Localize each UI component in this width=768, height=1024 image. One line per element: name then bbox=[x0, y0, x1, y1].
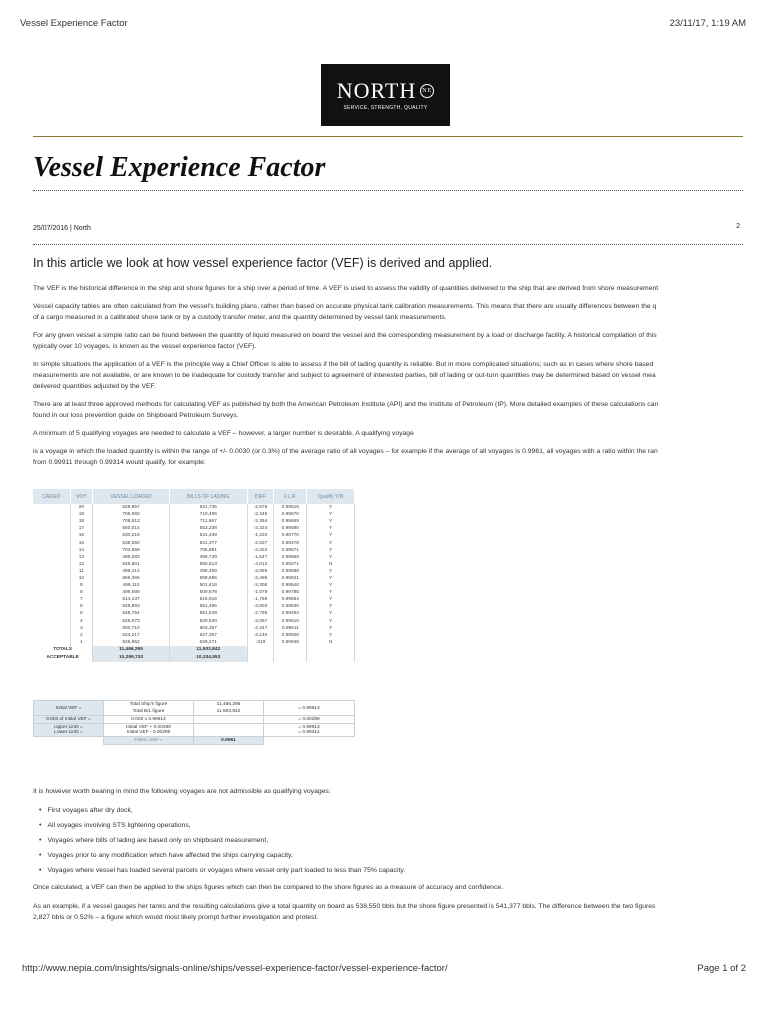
north-logo[interactable] bbox=[321, 64, 450, 126]
table-cell: -4,012 bbox=[247, 561, 273, 568]
paragraph-line: In simple situations the application of a VEF is the principle way a Chief Officer is able to assess if the bill of lading quantity is reliable. But in more complicated situations; such as in cases where shore based bbox=[33, 361, 654, 368]
table-cell: Y bbox=[307, 532, 355, 539]
initial-vef-label: Initial VEF = bbox=[34, 701, 104, 716]
bl-total: 11,503,842 bbox=[194, 708, 264, 716]
table-cell bbox=[33, 603, 70, 610]
table-cell bbox=[33, 582, 70, 589]
table-cell: Y bbox=[307, 596, 355, 603]
article-date-author: 25/07/2016 | North bbox=[33, 225, 91, 232]
column-header: V.L.R. bbox=[274, 489, 307, 504]
table-cell: 7 bbox=[70, 596, 93, 603]
table-cell bbox=[33, 568, 70, 575]
table-cell: Y bbox=[307, 504, 355, 511]
table-cell: 629,271 bbox=[169, 639, 247, 646]
table-row bbox=[33, 568, 355, 575]
table-cell: Y bbox=[307, 518, 355, 525]
table-row bbox=[33, 554, 355, 561]
table-cell bbox=[33, 504, 70, 511]
table-cell: 551,549 bbox=[169, 610, 247, 617]
logo-wordmark bbox=[337, 78, 434, 104]
body-paragraph bbox=[33, 330, 746, 352]
table-row bbox=[33, 518, 355, 525]
table-cell: 4 bbox=[70, 618, 93, 625]
paragraph-line: The VEF is the historical difference in the ship and shore figures for a ship over a period of time. A VEF is used to assess the validity of quantities delivered to the ship that are derived from shore measurement bbox=[33, 285, 659, 292]
table-cell: 0.99478 bbox=[274, 539, 307, 546]
final-vef-label: FINAL VEF = bbox=[104, 737, 194, 745]
page-number: Page 1 of 2 bbox=[697, 963, 746, 974]
column-header: VOY bbox=[70, 489, 93, 504]
table-row bbox=[33, 561, 355, 568]
table-cell: 515,916 bbox=[169, 596, 247, 603]
bullet-icon: • bbox=[39, 822, 42, 829]
table-cell: 709,513 bbox=[93, 518, 170, 525]
paragraph-line: measurements are not available, or are known to be inadequate for custody transfer and subject to agreement of interested parties, bill of lading or out-turn quantities may be determined based on vessel mea bbox=[33, 372, 656, 379]
application-paragraph: Once calculated, a VEF can then be applied to the ships figures which can then be compared to the shore figures as a measure of accuracy and confidence. bbox=[33, 884, 504, 891]
table-cell: 546,601 bbox=[93, 561, 170, 568]
table-cell: -1,220 bbox=[247, 532, 273, 539]
table-cell: Y bbox=[307, 625, 355, 632]
table-cell: 496,414 bbox=[93, 568, 170, 575]
logo-emblem-icon: NE bbox=[420, 84, 434, 98]
article-title: Vessel Experience Factor bbox=[33, 152, 326, 183]
table-cell: 603,357 bbox=[169, 625, 247, 632]
list-item-text: Voyages where bills of lading are based only on shipboard measurement, bbox=[47, 837, 269, 844]
table-cell: Y bbox=[307, 582, 355, 589]
table-cell bbox=[33, 561, 70, 568]
body-paragraph bbox=[33, 359, 746, 392]
acceptable-row-value: 10,299,733 bbox=[93, 654, 170, 662]
list-item bbox=[39, 820, 746, 831]
table-cell: 0.99540 bbox=[274, 582, 307, 589]
table-row bbox=[33, 547, 355, 554]
table-cell: Y bbox=[307, 554, 355, 561]
title-divider bbox=[33, 190, 743, 191]
table-cell: -2,827 bbox=[247, 539, 273, 546]
table-row bbox=[33, 589, 355, 596]
table-cell: Y bbox=[307, 511, 355, 518]
table-cell: 0.99949 bbox=[274, 639, 307, 646]
table-cell: 0.99493 bbox=[274, 610, 307, 617]
article-continuation bbox=[33, 786, 746, 931]
table-row bbox=[33, 525, 355, 532]
table-cell: 553,338 bbox=[169, 525, 247, 532]
table-cell: N bbox=[307, 639, 355, 646]
table-cell: 6 bbox=[70, 603, 93, 610]
acceptable-row-label: ACCEPTABLE bbox=[33, 654, 93, 662]
table-cell: 15 bbox=[70, 539, 93, 546]
table-cell bbox=[33, 532, 70, 539]
table-cell: 627,357 bbox=[169, 632, 247, 639]
column-header: VESSEL LOADED bbox=[93, 489, 170, 504]
table-cell: 0.99654 bbox=[274, 596, 307, 603]
table-cell: 548,754 bbox=[93, 610, 170, 617]
pct-result: = 0.00299 bbox=[264, 716, 355, 724]
paragraph-line: delivered quantities adjusted by the VEF. bbox=[33, 383, 156, 390]
print-header-title: Vessel Experience Factor bbox=[20, 18, 128, 29]
table-cell: Y bbox=[307, 589, 355, 596]
logo-name: NORTH bbox=[336, 78, 417, 103]
table-cell: Y bbox=[307, 575, 355, 582]
table-row bbox=[33, 603, 355, 610]
table-cell bbox=[33, 554, 70, 561]
paragraph-line: found in our loss prevention guide on Shipboard Petroleum Surveys. bbox=[33, 412, 239, 419]
table-cell: 496,729 bbox=[169, 554, 247, 561]
table-cell bbox=[33, 596, 70, 603]
acceptable-row-value: 10,334,953 bbox=[169, 654, 247, 662]
lower-limit-result: = 0.99314 bbox=[298, 730, 320, 735]
table-cell: Y bbox=[307, 603, 355, 610]
table-cell: 548,893 bbox=[93, 603, 170, 610]
example-paragraph bbox=[33, 901, 746, 923]
paragraph-line: A minimum of 5 qualifying voyages are needed to calculate a VEF – however, a larger number is desirable. A qualifying voyage bbox=[33, 430, 414, 437]
vef-calculation-table bbox=[33, 700, 355, 745]
header-rule bbox=[33, 136, 743, 137]
table-row bbox=[33, 575, 355, 582]
body-paragraph bbox=[33, 399, 746, 421]
fraction-top: Total Ship's figure bbox=[104, 701, 194, 709]
table-cell: 658,865 bbox=[169, 575, 247, 582]
body-paragraph bbox=[33, 428, 746, 439]
table-cell bbox=[33, 539, 70, 546]
table-cell: 530,219 bbox=[93, 532, 170, 539]
table-cell: 20 bbox=[70, 504, 93, 511]
table-cell: 17 bbox=[70, 525, 93, 532]
table-cell bbox=[33, 547, 70, 554]
table-cell: 551,496 bbox=[169, 603, 247, 610]
table-cell: -2,795 bbox=[247, 610, 273, 617]
table-cell: 0.99500 bbox=[274, 632, 307, 639]
table-cell: 0.99588 bbox=[274, 568, 307, 575]
table-cell: 2 bbox=[70, 632, 93, 639]
table-cell: 525,673 bbox=[93, 618, 170, 625]
table-cell: -1,547 bbox=[247, 554, 273, 561]
table-cell bbox=[33, 525, 70, 532]
list-item-text: First voyages after dry dock, bbox=[47, 807, 133, 814]
table-cell: 514,137 bbox=[93, 596, 170, 603]
table-cell: Y bbox=[307, 610, 355, 617]
table-cell: 10 bbox=[70, 575, 93, 582]
lower-limit-calc: Initial VEF - 0.00299 bbox=[126, 730, 171, 735]
body-paragraph bbox=[33, 446, 746, 468]
table-cell: -2,055 bbox=[247, 568, 273, 575]
table-cell: 624,217 bbox=[93, 632, 170, 639]
table-cell: 531,439 bbox=[169, 532, 247, 539]
table-cell: 1 bbox=[70, 639, 93, 646]
acceptable-row bbox=[33, 654, 355, 662]
table-cell: -2,496 bbox=[247, 575, 273, 582]
table-cell bbox=[33, 610, 70, 617]
list-item-text: Voyages where vessel has loaded several parcels or voyages where vessel only part loaded to less than 75% capacity. bbox=[47, 867, 406, 874]
table-row bbox=[33, 596, 355, 603]
article-url[interactable]: http://www.nepia.com/insights/signals-online/ships/vessel-experience-factor/vessel-experience-factor/ bbox=[22, 963, 448, 974]
lower-limit-label: Lower Limit = bbox=[54, 730, 83, 735]
table-cell: -1,769 bbox=[247, 596, 273, 603]
list-item bbox=[39, 850, 746, 861]
table-cell bbox=[33, 632, 70, 639]
table-cell: 13 bbox=[70, 554, 93, 561]
upper-limit-label: Upper Limit = bbox=[54, 725, 83, 730]
table-cell: Y bbox=[307, 547, 355, 554]
table-cell: -2,306 bbox=[247, 582, 273, 589]
bullet-icon: • bbox=[39, 807, 42, 814]
voyage-table-header bbox=[33, 489, 355, 504]
table-cell bbox=[33, 625, 70, 632]
paragraph-line: of a cargo measured in a calibrated shore tank or by a custody transfer meter, and the quantity determined by vessel tank measurements. bbox=[33, 314, 447, 321]
table-cell: 0.99670 bbox=[274, 511, 307, 518]
table-cell: 710,405 bbox=[169, 511, 247, 518]
pct-label: 0.003 of Initial VEF = bbox=[34, 716, 104, 724]
table-cell: -319 bbox=[247, 639, 273, 646]
table-cell: 9 bbox=[70, 582, 93, 589]
table-row bbox=[33, 532, 355, 539]
table-cell: 501,416 bbox=[169, 582, 247, 589]
table-row bbox=[33, 610, 355, 617]
totals-row-value: 11,503,842 bbox=[169, 646, 247, 654]
column-header: Qualify Y/N bbox=[307, 489, 355, 504]
table-cell: -2,354 bbox=[247, 518, 273, 525]
table-cell: 14 bbox=[70, 547, 93, 554]
pct-calc: 0.003 x 0.99613 bbox=[104, 716, 194, 724]
table-cell: 19 bbox=[70, 511, 93, 518]
table-row bbox=[33, 582, 355, 589]
table-cell: N bbox=[307, 561, 355, 568]
table-cell: 708,060 bbox=[93, 511, 170, 518]
table-cell bbox=[33, 618, 70, 625]
table-cell: 626,952 bbox=[93, 639, 170, 646]
column-header: BILLS OF LADING bbox=[169, 489, 247, 504]
table-cell: 12 bbox=[70, 561, 93, 568]
table-cell: 0.99580 bbox=[274, 525, 307, 532]
body-paragraph bbox=[33, 283, 746, 294]
table-cell: 0.99515 bbox=[274, 504, 307, 511]
fraction-bottom: Total B/L figure bbox=[104, 708, 194, 716]
paragraph-line: typically over 10 voyages, is known as the vessel experience factor (VEF). bbox=[33, 343, 257, 350]
table-cell: -2,322 bbox=[247, 547, 273, 554]
table-cell: -3,140 bbox=[247, 632, 273, 639]
example-line-1: As an example, if a vessel gauges her tanks and the resulting calculations give a total quantity on board as 538,550 bbls but the shore figure presented is 541,377 bbls. The difference between the two figures bbox=[33, 903, 656, 910]
share-count[interactable]: 2 bbox=[736, 223, 740, 230]
table-row bbox=[33, 632, 355, 639]
table-cell bbox=[33, 575, 70, 582]
column-header: DIFF bbox=[247, 489, 273, 504]
list-item-text: Voyages prior to any modification which have affected the ships carrying capacity, bbox=[47, 852, 293, 859]
table-cell bbox=[33, 518, 70, 525]
print-header-datetime: 23/11/17, 1:19 AM bbox=[669, 18, 746, 29]
table-cell: 600,710 bbox=[93, 625, 170, 632]
table-cell: 499,599 bbox=[93, 589, 170, 596]
column-header: CARGO bbox=[33, 489, 70, 504]
table-row bbox=[33, 639, 355, 646]
table-row bbox=[33, 511, 355, 518]
table-cell: 703,559 bbox=[93, 547, 170, 554]
table-cell: 16 bbox=[70, 532, 93, 539]
table-cell: 550,014 bbox=[93, 525, 170, 532]
table-row bbox=[33, 625, 355, 632]
bullet-icon: • bbox=[39, 867, 42, 874]
paragraph-line: Vessel capacity tables are often calculated from the vessel's building plans, rather than based on accurate physical tank calibration measurements. This means that there are usually differences between the q bbox=[33, 303, 657, 310]
table-cell: 541,377 bbox=[169, 539, 247, 546]
upper-limit-calc: Initial VEF + 0.00299 bbox=[126, 725, 171, 730]
list-item bbox=[39, 865, 746, 876]
table-row bbox=[33, 539, 355, 546]
article-intro: In this article we look at how vessel experience factor (VEF) is derived and applied. bbox=[33, 256, 493, 270]
list-item-text: All voyages involving STS lightering operations, bbox=[47, 822, 191, 829]
table-cell: 0.99770 bbox=[274, 532, 307, 539]
print-footer bbox=[22, 963, 746, 974]
totals-row-value: 11,466,295 bbox=[93, 646, 170, 654]
table-cell: 538,550 bbox=[93, 539, 170, 546]
paragraph-line: is a voyage in which the loaded quantity is within the range of +/- 0.0030 (or 0.3%) of the average ratio of all voyages – for example if the average of all voyages is 0.9961, all voyages with a ratio within the ran bbox=[33, 448, 658, 455]
ships-total: 11,466,295 bbox=[194, 701, 264, 709]
paragraph-line: from 0.99911 through 0.99314 would qualify, for example: bbox=[33, 459, 206, 466]
list-item bbox=[39, 835, 746, 846]
logo-tagline: SERVICE, STRENGTH, QUALITY bbox=[343, 105, 428, 111]
table-cell: 500,578 bbox=[169, 589, 247, 596]
article-body bbox=[33, 283, 746, 475]
exclusions-lead: It is however worth bearing in mind the following voyages are not admissible as qualifying voyages: bbox=[33, 788, 331, 795]
table-row bbox=[33, 618, 355, 625]
bullet-icon: • bbox=[39, 852, 42, 859]
table-cell: 8 bbox=[70, 589, 93, 596]
paragraph-line: There are at least three approved methods for calculating VEF as published by both the American Petroleum Institute (API) and the Institute of Petroleum (IP). More detailed examples of these calculations can bbox=[33, 401, 659, 408]
table-cell bbox=[33, 511, 70, 518]
table-cell: -2,345 bbox=[247, 511, 273, 518]
totals-row bbox=[33, 646, 355, 654]
table-cell: 0.99611 bbox=[274, 625, 307, 632]
table-cell: 0.99610 bbox=[274, 618, 307, 625]
print-header bbox=[20, 18, 746, 29]
table-cell: 495,083 bbox=[93, 554, 170, 561]
table-cell: 0.99669 bbox=[274, 518, 307, 525]
list-item bbox=[39, 805, 746, 816]
body-paragraph bbox=[33, 301, 746, 323]
table-cell: 0.99621 bbox=[274, 575, 307, 582]
table-cell: 656,369 bbox=[93, 575, 170, 582]
limits-labels bbox=[34, 724, 104, 737]
paragraph-line: For any given vessel a simple ratio can be found between the quantity of liquid measured on board the vessel and the corresponding measurement by a load or discharge facility. A historical compilation of this bbox=[33, 332, 657, 339]
voyage-table bbox=[33, 489, 355, 662]
table-cell: 529,540 bbox=[169, 618, 247, 625]
table-cell: -2,578 bbox=[247, 504, 273, 511]
bullet-icon: • bbox=[39, 837, 42, 844]
example-line-2: 2,827 bbls or 0.52% – a figure which would most likely prompt further investigation and protest. bbox=[33, 914, 319, 921]
table-cell: 531,735 bbox=[169, 504, 247, 511]
table-cell: 3 bbox=[70, 625, 93, 632]
table-cell: -2,603 bbox=[247, 603, 273, 610]
final-vef-value: 0.9961 bbox=[194, 737, 264, 745]
table-cell: 0.99671 bbox=[274, 547, 307, 554]
table-cell: 711,867 bbox=[169, 518, 247, 525]
table-cell: -2,347 bbox=[247, 625, 273, 632]
table-cell bbox=[33, 639, 70, 646]
table-cell: -2,057 bbox=[247, 618, 273, 625]
table-cell: Y bbox=[307, 618, 355, 625]
table-cell: 550,613 bbox=[169, 561, 247, 568]
table-cell: Y bbox=[307, 632, 355, 639]
table-cell: 0.99271 bbox=[274, 561, 307, 568]
table-cell: Y bbox=[307, 539, 355, 546]
limits-results bbox=[264, 724, 355, 737]
table-cell: 11 bbox=[70, 568, 93, 575]
table-cell: -1,079 bbox=[247, 589, 273, 596]
table-cell: Y bbox=[307, 568, 355, 575]
table-cell: 705,881 bbox=[169, 547, 247, 554]
meta-divider bbox=[33, 244, 743, 245]
table-cell: 498,469 bbox=[169, 568, 247, 575]
table-cell: 5 bbox=[70, 610, 93, 617]
table-row bbox=[33, 504, 355, 511]
table-cell: Y bbox=[307, 525, 355, 532]
limits-calc bbox=[104, 724, 194, 737]
table-cell: 0.99668 bbox=[274, 554, 307, 561]
table-cell bbox=[33, 589, 70, 596]
table-cell: 528,957 bbox=[93, 504, 170, 511]
table-cell: 18 bbox=[70, 518, 93, 525]
table-cell: 499,110 bbox=[93, 582, 170, 589]
exclusions-list bbox=[39, 805, 746, 876]
upper-limit-result: = 0.99913 bbox=[298, 725, 320, 730]
totals-row-label: TOTALS bbox=[33, 646, 93, 654]
table-cell: -2,324 bbox=[247, 525, 273, 532]
table-cell: 0.99530 bbox=[274, 603, 307, 610]
table-cell: 0.99785 bbox=[274, 589, 307, 596]
initial-vef-result: = 0.99613 bbox=[264, 701, 355, 716]
